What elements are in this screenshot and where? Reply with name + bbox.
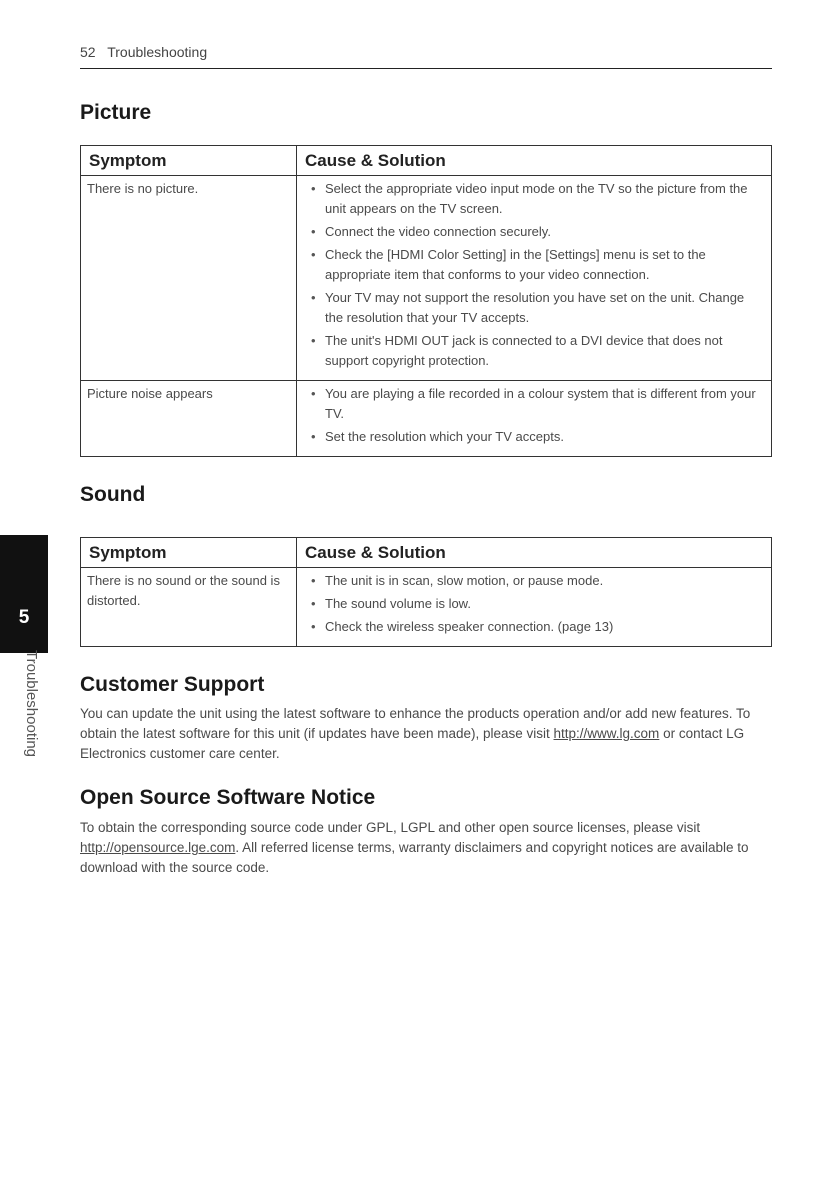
picture-table — [80, 145, 772, 457]
chapter-label-vertical — [24, 650, 44, 770]
oss-text-after: . All referred license terms, warranty disclaimers and copyright notices are available to download with the source code. — [80, 840, 749, 875]
table-row — [81, 568, 772, 647]
cause-item: • The unit's HDMI OUT jack is connected to a DVI device that does not support copyright protection. — [325, 331, 765, 371]
symptom-cell: Picture noise appears — [81, 381, 297, 457]
customer-support-text — [80, 704, 772, 764]
symptom-cell: There is no sound or the sound is distorted. — [81, 568, 297, 647]
picture-col-cause: Cause & Solution — [297, 146, 772, 176]
lg-website-link[interactable]: http://www.lg.com — [553, 726, 660, 741]
opensource-link[interactable]: http://opensource.lge.com — [80, 840, 236, 855]
cause-cell — [297, 568, 772, 647]
chapter-number: 5 — [18, 607, 30, 628]
sound-col-cause: Cause & Solution — [297, 538, 772, 568]
cause-item: • Connect the video connection securely. — [325, 222, 765, 242]
open-source-text — [80, 818, 772, 878]
sound-table — [80, 537, 772, 647]
oss-text-before: To obtain the corresponding source code under GPL, LGPL and other open source licenses, please visit — [80, 820, 701, 835]
cause-cell — [297, 381, 772, 457]
cause-item: • You are playing a file recorded in a colour system that is different from your TV. — [325, 384, 765, 424]
cause-item: • Select the appropriate video input mode on the TV so the picture from the unit appears on the TV screen. — [325, 179, 765, 219]
header-section: Troubleshooting — [107, 44, 208, 60]
cause-item: • Check the [HDMI Color Setting] in the [Settings] menu is set to the appropriate item that conforms to your video connection. — [325, 245, 765, 285]
cause-item: • The sound volume is low. — [325, 594, 765, 614]
sound-col-symptom: Symptom — [81, 538, 297, 568]
customer-support-heading: Customer Support — [80, 673, 265, 696]
symptom-cell: There is no picture. — [81, 176, 297, 381]
table-row — [81, 381, 772, 457]
cause-item: • The unit is in scan, slow motion, or pause mode. — [325, 571, 765, 591]
support-text-after: or contact LG Electronics customer care center. — [80, 726, 745, 761]
support-text-before: You can update the unit using the latest software to enhance the products operation and/or add new features. To obtain the latest software for this unit (if updates have been made), please visit — [80, 706, 751, 741]
picture-heading: Picture — [80, 101, 152, 124]
sound-heading: Sound — [80, 483, 146, 506]
cause-cell — [297, 176, 772, 381]
cause-item: • Set the resolution which your TV accepts. — [325, 427, 765, 447]
cause-item: • Your TV may not support the resolution you have set on the unit. Change the resolution that your TV accepts. — [325, 288, 765, 328]
page-header — [80, 44, 772, 69]
page-number: 52 — [80, 44, 96, 60]
picture-col-symptom: Symptom — [81, 146, 297, 176]
open-source-heading: Open Source Software Notice — [80, 786, 376, 809]
cause-item: • Check the wireless speaker connection. (page 13) — [325, 617, 765, 637]
chapter-tab — [0, 535, 48, 653]
table-row — [81, 176, 772, 381]
chapter-label: Troubleshooting — [23, 650, 40, 758]
